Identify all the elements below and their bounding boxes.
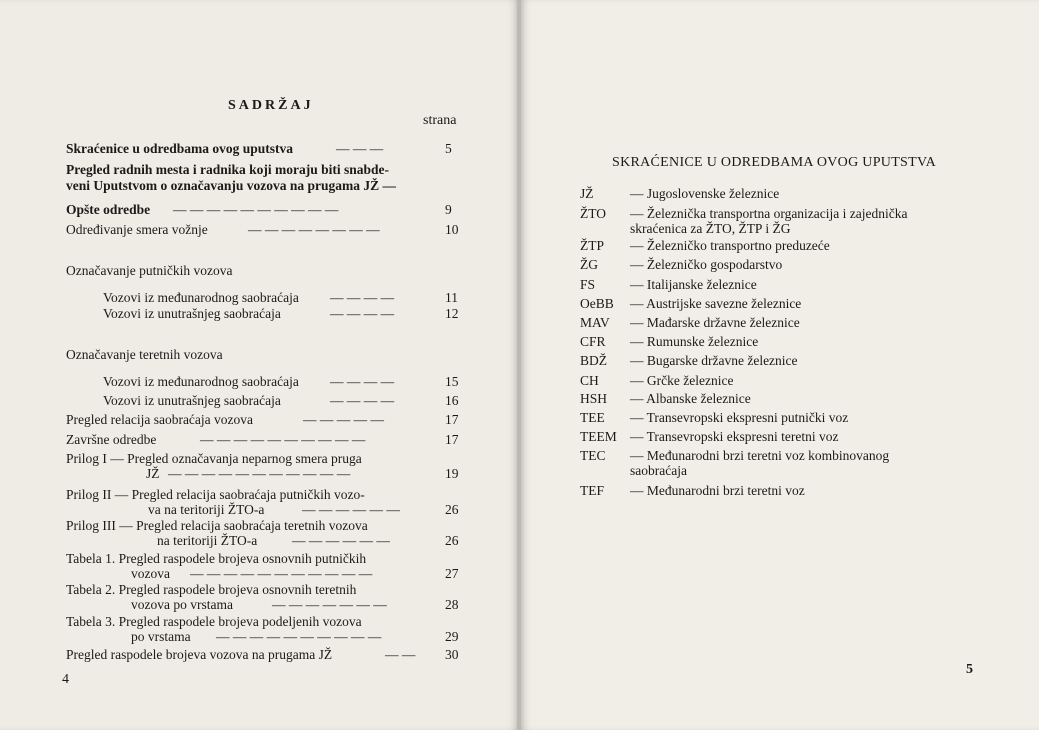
toc-leader: — — — — — — — — — — — bbox=[190, 566, 373, 581]
toc-entry: Završne odredbe bbox=[66, 432, 157, 447]
toc-leader: — — — — — — — — bbox=[248, 222, 380, 237]
toc-leader: — — — — — — bbox=[292, 533, 390, 548]
abbreviation-code: TEEM bbox=[580, 429, 617, 444]
abbreviation-code: BDŽ bbox=[580, 353, 607, 368]
abbreviation-code: FS bbox=[580, 277, 596, 292]
toc-leader: — — — — — — — — — — — bbox=[168, 466, 351, 481]
toc-entry: Opšte odredbe bbox=[66, 202, 151, 217]
toc-leader: — — — — — — — — — — bbox=[216, 629, 382, 644]
toc-page-number: 26 bbox=[445, 502, 459, 517]
toc-page-number: 28 bbox=[445, 597, 459, 612]
abbreviation-description: — Rumunske železnice bbox=[630, 334, 759, 349]
abbreviation-description: — Železnička transportna organizacija i zajednička skraćenica za ŽTO, ŽTP i ŽG bbox=[630, 206, 908, 236]
toc-leader: — — bbox=[385, 647, 416, 662]
abbreviation-description: — Bugarske državne železnice bbox=[630, 353, 798, 368]
abbreviation-description: — Jugoslovenske železnice bbox=[630, 186, 780, 201]
toc-entry: Prilog II — Pregled relacija saobraćaja putničkih vozo- bbox=[66, 487, 365, 502]
toc-page-number: 30 bbox=[445, 647, 459, 662]
abbreviation-description: — Italijanske železnice bbox=[630, 277, 757, 292]
toc-page-number: 27 bbox=[445, 566, 459, 581]
toc-entry: Tabela 2. Pregled raspodele brojeva osnovnih teretnih bbox=[66, 582, 357, 597]
toc-entry: Skraćenice u odredbama ovog uputstva bbox=[66, 141, 294, 156]
abbreviation-description: — Transevropski ekspresni putnički voz bbox=[630, 410, 849, 425]
abbreviation-description: — Mađarske državne železnice bbox=[630, 315, 800, 330]
toc-leader: — — — — — — — bbox=[272, 597, 387, 612]
abbreviation-description: — Transevropski ekspresni teretni voz bbox=[630, 429, 839, 444]
toc-leader: — — — — bbox=[330, 374, 395, 389]
toc-title: SADRŽAJ bbox=[228, 98, 314, 113]
toc-section-heading: Označavanje putničkih vozova bbox=[66, 263, 233, 278]
toc-leader: — — — — bbox=[330, 306, 395, 321]
toc-leader: — — — — — — bbox=[302, 502, 400, 517]
toc-page-number: 10 bbox=[445, 222, 459, 237]
toc-page-number: 5 bbox=[445, 141, 452, 156]
toc-leader: — — — — — — — — — — bbox=[200, 432, 366, 447]
toc-entry: Određivanje smera vožnje bbox=[66, 222, 208, 237]
toc-page-number: 15 bbox=[445, 374, 459, 389]
toc-leader: — — — bbox=[336, 141, 384, 156]
abbreviation-code: CH bbox=[580, 373, 599, 388]
abbreviation-code: TEF bbox=[580, 483, 605, 498]
toc-entry: Tabela 1. Pregled raspodele brojeva osnovnih putničkih bbox=[66, 551, 367, 566]
abbreviation-code: HSH bbox=[580, 391, 608, 406]
toc-entry: Prilog III — Pregled relacija saobraćaja teretnih vozova bbox=[66, 518, 368, 533]
abbreviation-description: — Međunarodni brzi teretni voz bbox=[630, 483, 805, 498]
toc-entry: Pregled relacija saobraćaja vozova bbox=[66, 412, 254, 427]
toc-page-number: 19 bbox=[445, 466, 459, 481]
abbreviation-code: ŽTO bbox=[580, 206, 606, 221]
toc-section-heading: Označavanje teretnih vozova bbox=[66, 347, 223, 362]
toc-entry: na teritoriji ŽTO-a bbox=[157, 533, 258, 548]
toc-page-number: 11 bbox=[445, 290, 458, 305]
toc-entry: Vozovi iz međunarodnog saobraćaja bbox=[103, 290, 299, 305]
toc-entry: Vozovi iz unutrašnjeg saobraćaja bbox=[103, 306, 281, 321]
page-number-right: 5 bbox=[966, 662, 973, 677]
toc-entry: Pregled raspodele brojeva vozova na prugama JŽ bbox=[66, 647, 333, 662]
abbreviation-code: TEE bbox=[580, 410, 605, 425]
toc-page-number: 17 bbox=[445, 432, 459, 447]
toc-entry: va na teritoriji ŽTO-a bbox=[148, 502, 265, 517]
toc-entry: JŽ bbox=[146, 466, 160, 481]
toc-entry: vozova bbox=[131, 566, 170, 581]
toc-entry: Vozovi iz međunarodnog saobraćaja bbox=[103, 374, 299, 389]
toc-leader: — — — — — bbox=[303, 412, 384, 427]
strana-label: strana bbox=[423, 113, 457, 128]
left-page bbox=[0, 0, 518, 730]
toc-entry: Tabela 3. Pregled raspodele brojeva podeljenih vozova bbox=[66, 614, 362, 629]
toc-entry: Pregled radnih mesta i radnika koji moraju biti snabde- bbox=[66, 162, 390, 177]
abbreviation-description: — Grčke železnice bbox=[630, 373, 734, 388]
toc-leader: — — — — bbox=[330, 393, 395, 408]
abbreviation-description: — Železničko transportno preduzeće bbox=[630, 238, 830, 253]
toc-entry: veni Uputstvom o označavanju vozova na prugama JŽ — bbox=[66, 178, 397, 193]
toc-page-number: 29 bbox=[445, 629, 459, 644]
abbreviation-code: OeBB bbox=[580, 296, 614, 311]
toc-page-number: 17 bbox=[445, 412, 459, 427]
toc-entry: Prilog I — Pregled označavanja neparnog smera pruga bbox=[66, 451, 362, 466]
toc-page-number: 12 bbox=[445, 306, 459, 321]
toc-page-number: 9 bbox=[445, 202, 452, 217]
abbreviation-description: — Međunarodni brzi teretni voz kombinovanog saobraćaja bbox=[630, 448, 890, 478]
toc-leader: — — — — bbox=[330, 290, 395, 305]
toc-entry: po vrstama bbox=[131, 629, 191, 644]
toc-entry: vozova po vrstama bbox=[131, 597, 233, 612]
page-number-left: 4 bbox=[62, 672, 69, 687]
abbreviation-code: CFR bbox=[580, 334, 606, 349]
toc-page-number: 26 bbox=[445, 533, 459, 548]
toc-page-number: 16 bbox=[445, 393, 459, 408]
abbreviation-description: — Austrijske savezne železnice bbox=[630, 296, 802, 311]
toc-entry: Vozovi iz unutrašnjeg saobraćaja bbox=[103, 393, 281, 408]
toc-leader: — — — — — — — — — — bbox=[173, 202, 339, 217]
abbreviation-code: ŽG bbox=[580, 257, 598, 272]
abbreviation-code: MAV bbox=[580, 315, 610, 330]
abbreviation-code: ŽTP bbox=[580, 238, 605, 253]
abbreviation-code: JŽ bbox=[580, 186, 594, 201]
abbreviations-title: SKRAĆENICE U ODREDBAMA OVOG UPUTSTVA bbox=[612, 155, 937, 170]
abbreviation-description: — Železničko gospodarstvo bbox=[630, 257, 783, 272]
abbreviation-code: TEC bbox=[580, 448, 606, 463]
abbreviation-description: — Albanske železnice bbox=[630, 391, 751, 406]
